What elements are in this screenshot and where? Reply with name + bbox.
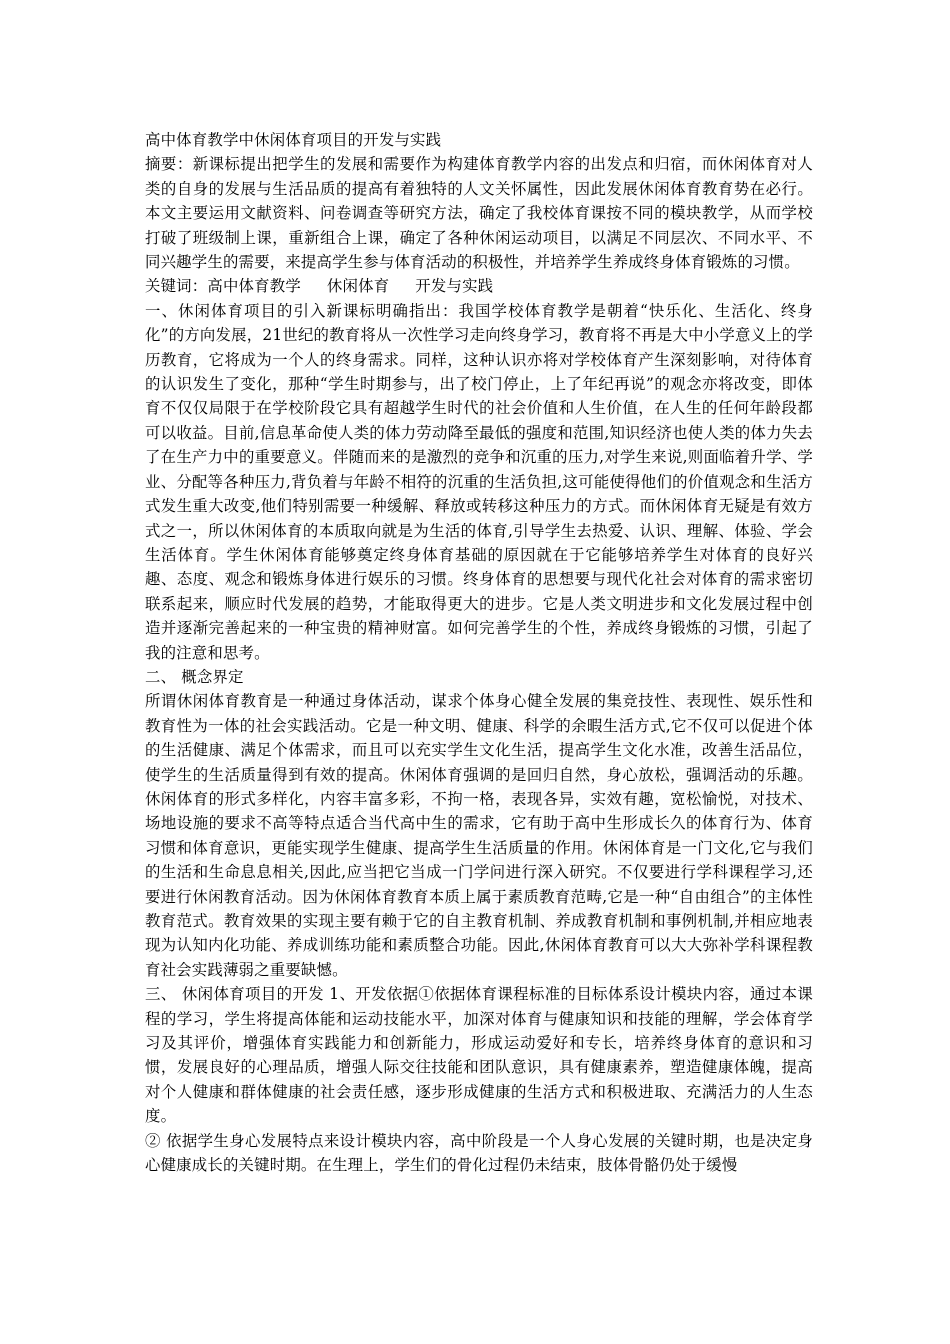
keywords-line bbox=[145, 274, 813, 298]
section-3-paragraph-2: ② 依据学生身心发展特点来设计模块内容，高中阶段是一个人身心发展的关键时期，也是决定身心健康成长的关键时期。在生理上，学生们的骨化过程仍未结束，肢体骨骼仍处于缓慢 bbox=[145, 1131, 813, 1175]
section-2-heading: 二、 概念界定 bbox=[145, 667, 244, 686]
section-2-paragraph: 所谓休闲体育教育是一种通过身体活动，谋求个体身心健全发展的集竞技性、表现性、娱乐性和教育性为一体的社会实践活动。它是一种文明、健康、科学的余暇生活方式,它不仅可以促进个体的生活健康、满足个体需求，而且可以充实学生文化生活，提高学生文化水准，改善生活品位，使学生的生活质量得到有效的提高。休闲体育强调的是回归自然，身心放松，强调活动的乐趣。休闲体育的形式多样化，内容丰富多彩，不拘一格，表现各异，实效有趣，宽松愉悦，对技术、场地设施的要求不高等特点适合当代高中生的需求，它有助于高中生形成长久的体育行为、体育习惯和体育意识，更能实现学生健康、提高学生生活质量的作用。休闲体育是一门文化,它与我们的生活和生命息息相关,因此,应当把它当成一门学问进行深入研究。不仅要进行学科课程学习,还要进行休闲教育活动。因为休闲体育教育本质上属于素质教育范畴,它是一种“自由组合”的主体性教育范式。教育效果的实现主要有赖于它的自主教育机制、养成教育机制和事例机制,并相应地表现为认知内化功能、养成训练功能和素质整合功能。因此,休闲体育教育可以大大弥补学科课程教育社会实践薄弱之重要缺憾。 bbox=[145, 692, 813, 979]
keyword-3: 开发与实践 bbox=[415, 277, 494, 296]
section-3-paragraph: 三、 休闲体育项目的开发 1、开发依据①依据体育课程标准的目标体系设计模块内容，通过本课程的学习，学生将提高体能和运动技能水平，加深对体育与健康知识和技能的理解，学会体育学习及其评价，增强体育实践能力和创新能力，形成运动爱好和专长，培养终身体育的意识和习惯，发展良好的心理品质，增强人际交往技能和团队意识，具有健康素养，塑造健康体魄，提高对个人健康和群体健康的社会责任感，逐步形成健康的生活方式和积极进取、充满活力的人生态度。 bbox=[145, 985, 813, 1126]
section-1-paragraph: 一、休闲体育项目的引入新课标明确指出：我国学校体育教学是朝着“快乐化、生活化、终身化”的方向发展，21世纪的教育将从一次性学习走向终身学习，教育将不再是大中小学意义上的学历教育，它将成为一个人的终身需求。同样，这种认识亦将对学校体育产生深刻影响，对待体育的认识发生了变化，那种“学生时期参与，出了校门停止，上了年纪再说”的观念亦将改变，即体育不仅仅局限于在学校阶段它具有超越学生时代的社会价值和人生价值，在人生的任何年龄段都可以收益。目前,信息革命使人类的体力劳动降至最低的强度和范围,知识经济也使人类的体力失去了在生产力中的重要意义。伴随而来的是激烈的竞争和沉重的压力,对学生来说,则面临着升学、学业、分配等各种压力,背负着与年龄不相符的沉重的生活负担,这可能使得他们的价值观念和生活方式发生重大改变,他们特别需要一种缓解、释放或转移这种压力的方式。而休闲体育无疑是有效方式之一，所以休闲体育的本质取向就是为生活的体育,引导学生去热爱、认识、理解、体验、学会生活体育。学生休闲体育能够奠定终身体育基础的原因就在于它能够培养学生对体育的良好兴趣、态度、观念和锻炼身体进行娱乐的习惯。终身体育的思想要与现代化社会对体育的需求密切联系起来，顺应时代发展的趋势，才能取得更大的进步。它是人类文明进步和文化发展过程中创造并逐渐完善起来的一种宝贵的精神财富。如何完善学生的个性，养成终身锻炼的习惯，引起了我的注意和思考。 bbox=[145, 301, 813, 662]
keyword-2: 休闲体育 bbox=[326, 277, 390, 296]
document-page bbox=[145, 128, 813, 1177]
keyword-label: 关键词：高中体育教学 bbox=[145, 277, 301, 296]
abstract-paragraph: 摘要：新课标提出把学生的发展和需要作为构建体育教学内容的出发点和归宿，而休闲体育对人类的自身的发展与生活品质的提高有着独特的人文关怀属性，因此发展休闲体育教育势在必行。本文主要运用文献资料、问卷调查等研究方法，确定了我校体育课按不同的模块教学，从而学校打破了班级制上课，重新组合上课，确定了各种休闲运动项目，以满足不同层次、不同水平、不同兴趣学生的需要，来提高学生参与体育活动的积极性，并培养学生养成终身体育锻炼的习惯。 bbox=[145, 155, 813, 272]
document-title: 高中体育教学中休闲体育项目的开发与实践 bbox=[145, 131, 442, 149]
